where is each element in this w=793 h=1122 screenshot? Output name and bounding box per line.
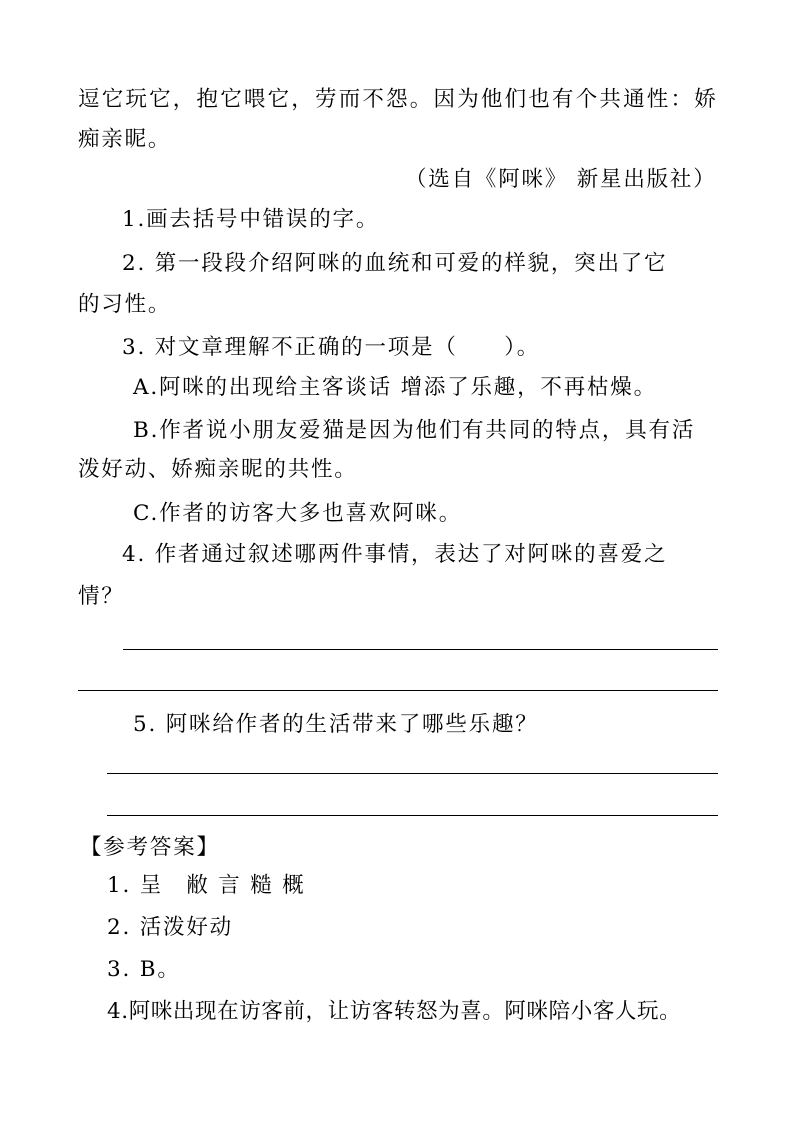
passage-line: 逗它玩它，抱它喂它，劳而不怨。因为他们也有个共通性：娇 <box>78 87 718 112</box>
question-2-cont: 的习性。 <box>78 292 172 317</box>
question-4-cont: 情？ <box>78 584 125 609</box>
answer-1: 1. 呈 敝 言 糙 概 <box>107 873 306 898</box>
question-3: 3. 对文章理解不正确的一项是（ ）。 <box>122 335 541 360</box>
option-b-cont: 泼好动、娇痴亲昵的共性。 <box>78 457 358 482</box>
answer-3: 3. B。 <box>107 957 181 982</box>
question-2: 2. 第一段段介绍阿咪的血统和可爱的样貌，突出了它 <box>122 251 668 276</box>
answer-4: 4.阿咪出现在访客前，让访客转怒为喜。阿咪陪小客人玩。 <box>107 999 682 1024</box>
passage-source: （选自《阿咪》 新星出版社） <box>405 167 717 192</box>
answer-2: 2. 活泼好动 <box>107 915 233 940</box>
answers-heading: 【参考答案】 <box>80 835 220 860</box>
answer-line[interactable] <box>78 690 718 691</box>
question-5: 5. 阿咪给作者的生活带来了哪些乐趣？ <box>133 712 539 737</box>
question-1: 1.画去括号中错误的字。 <box>122 207 380 232</box>
option-c: C.作者的访客大多也喜欢阿咪。 <box>133 501 463 526</box>
question-4: 4. 作者通过叙述哪两件事情，表达了对阿咪的喜爱之 <box>122 542 668 567</box>
answer-line[interactable] <box>123 649 718 650</box>
option-a: A.阿咪的出现给主客谈话 增添了乐趣，不再枯燥。 <box>133 375 657 400</box>
answer-line[interactable] <box>107 773 718 774</box>
option-b: B.作者说小朋友爱猫是因为他们有共同的特点，具有活 <box>133 418 696 443</box>
passage-line: 痴亲昵。 <box>78 127 172 152</box>
answer-line[interactable] <box>107 815 718 816</box>
